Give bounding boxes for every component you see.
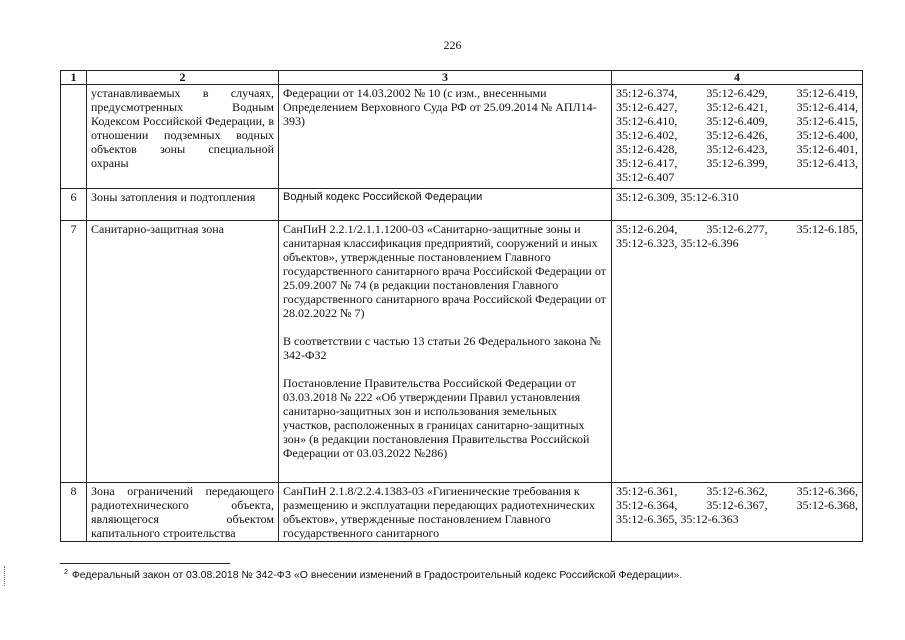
footnote-mark: 2 bbox=[64, 569, 68, 576]
table-row bbox=[61, 483, 863, 542]
registry-code: 35:12-6.277, bbox=[706, 222, 768, 236]
registry-code: 35:12-6.407 bbox=[616, 170, 675, 184]
registry-code-list bbox=[616, 222, 858, 236]
legal-basis-text: Водный кодекс Российской Федерации bbox=[283, 191, 483, 203]
registry-code: 35:12-6.367, bbox=[706, 498, 768, 512]
header-cell-2: 2 bbox=[87, 71, 279, 85]
registry-code: 35:12-6.428, bbox=[616, 142, 678, 156]
zone-name: устанавливаемых в случаях, предусмотренных Водным Кодексом Российской Федерации, в отношении подземных водных объектов зоны специальной охраны bbox=[87, 85, 279, 189]
registry-code-tail: 35:12-6.323, 35:12-6.396 bbox=[616, 236, 739, 250]
registry-code: 35:12-6.421, bbox=[706, 100, 768, 114]
table-row bbox=[61, 85, 863, 189]
legal-basis bbox=[279, 85, 612, 189]
registry-code: 35:12-6.417, bbox=[616, 156, 678, 170]
registry-code: 35:12-6.415, bbox=[796, 114, 858, 128]
row-number bbox=[61, 85, 87, 189]
registry-code: 35:12-6.401, bbox=[796, 142, 858, 156]
row-number: 8 bbox=[61, 483, 87, 542]
table-row bbox=[61, 189, 863, 221]
legal-basis-text: СанПиН 2.2.1/2.1.1.1200-03 «Санитарно-защитные зоны и санитарная классификация предприятий, сооружений и иных объектов», утвержденные постановлением Главного государственного санитарного врача Российской Федерации от 25.09.2007 № 74 (в редакции постановления Главного государственного санитарного врача Российской Федерации от 28.02.2022 № 7) bbox=[283, 222, 606, 320]
registry-code: 35:12-6.400, bbox=[796, 128, 858, 142]
legal-basis-text: Постановление Правительства Российской Федерации от 03.03.2018 № 222 «Об утверждении Правил установления санитарно-защитных зон и использования земельных участков, расположенных в границах санитарно-защитных зон» (в редакции постановления Правительства Российской Федерации от 03.03.2022 №286) bbox=[283, 376, 590, 460]
legal-basis-text: В соответствии с частью 13 статьи 26 Федерального закона № 342-ФЗ2 bbox=[283, 334, 601, 362]
header-cell-3: 3 bbox=[279, 71, 612, 85]
row-number: 6 bbox=[61, 189, 87, 221]
registry-code: 35:12-6.419, bbox=[796, 86, 858, 100]
registry-code: 35:12-6.362, bbox=[706, 484, 768, 498]
page-number: 226 bbox=[443, 38, 462, 52]
registry-code-list bbox=[616, 484, 858, 512]
footnote-divider bbox=[60, 563, 230, 564]
registry-code: 35:12-6.429, bbox=[706, 86, 768, 100]
registry-code: 35:12-6.368, bbox=[796, 498, 858, 512]
registry-code: 35:12-6.402, bbox=[616, 128, 678, 142]
registry-code: 35:12-6.399, bbox=[706, 156, 768, 170]
registry-code-list bbox=[616, 86, 858, 184]
legal-basis bbox=[279, 483, 612, 542]
registry-code: 35:12-6.185, bbox=[796, 222, 858, 236]
legal-basis bbox=[279, 221, 612, 483]
registry-code: 35:12-6.374, bbox=[616, 86, 678, 100]
registry-code: 35:12-6.410, bbox=[616, 114, 678, 128]
legal-basis-text: СанПиН 2.1.8/2.2.4.1383-03 «Гигиенические требования к размещению и эксплуатации передающих радиотехнических объектов», утвержденные постановлением Главного государственного санитарного bbox=[283, 484, 596, 540]
registry-codes bbox=[612, 483, 863, 542]
zone-name: Зоны затопления и подтопления bbox=[87, 189, 279, 221]
registry-codes bbox=[612, 189, 863, 221]
header-cell-4: 4 bbox=[612, 71, 863, 85]
registry-code: 35:12-6.413, bbox=[796, 156, 858, 170]
registry-code: 35:12-6.204, bbox=[616, 222, 678, 236]
zone-name: Санитарно-защитная зона bbox=[87, 221, 279, 483]
registry-code: 35:12-6.426, bbox=[706, 128, 768, 142]
legal-basis-text: Федерации от 14.03.2002 № 10 (с изм., внесенными Определением Верховного Суда РФ от 25.09.2014 № АПЛ14-393) bbox=[283, 86, 597, 128]
registry-code: 35:12-6.364, bbox=[616, 498, 678, 512]
zone-name: Зона ограничений передающего радиотехнического объекта, являющегося объектом капитального строительства bbox=[87, 483, 279, 542]
table-header-row bbox=[61, 71, 863, 85]
registry-code: 35:12-6.366, bbox=[796, 484, 858, 498]
header-cell-1: 1 bbox=[61, 71, 87, 85]
registry-codes bbox=[612, 85, 863, 189]
registry-code-tail: 35:12-6.365, 35:12-6.363 bbox=[616, 512, 739, 526]
zones-table bbox=[60, 70, 863, 542]
margin-mark bbox=[4, 566, 9, 586]
row-number: 7 bbox=[61, 221, 87, 483]
registry-code-list: 35:12-6.309, 35:12-6.310 bbox=[616, 190, 739, 204]
registry-code: 35:12-6.409, bbox=[706, 114, 768, 128]
table-row bbox=[61, 221, 863, 483]
registry-code: 35:12-6.423, bbox=[706, 142, 768, 156]
legal-basis bbox=[279, 189, 612, 221]
registry-code: 35:12-6.361, bbox=[616, 484, 678, 498]
registry-codes bbox=[612, 221, 863, 483]
footnote bbox=[64, 569, 682, 581]
registry-code: 35:12-6.427, bbox=[616, 100, 678, 114]
registry-code: 35:12-6.414, bbox=[796, 100, 858, 114]
footnote-text: Федеральный закон от 03.08.2018 № 342-ФЗ «О внесении изменений в Градостроительный кодекс Российской Федерации». bbox=[71, 569, 683, 581]
